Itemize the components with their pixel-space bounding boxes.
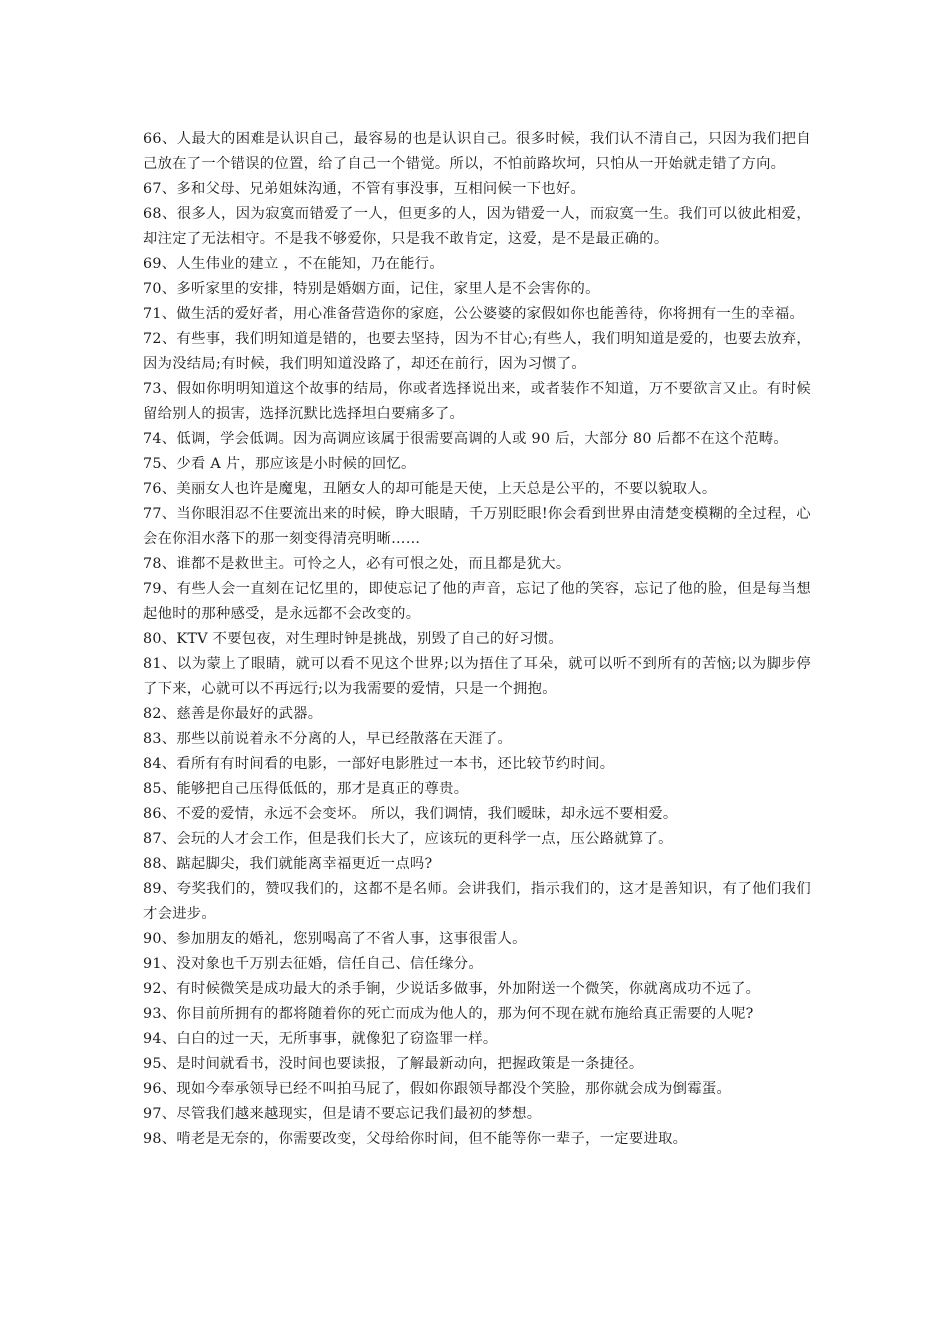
quote-item-82: 82、慈善是你最好的武器。	[143, 706, 323, 722]
quote-item-66: 66、人最大的困难是认识自己，最容易的也是认识自己。很多时候，我们认不清自己，只因为我们把自己放在了一个错误的位置，给了自己一个错觉。所以，不怕前路坎坷，只怕从一开始就走错了方向。	[143, 131, 811, 172]
quote-item-94: 94、白白的过一天，无所事事，就像犯了窃盗罪一样。	[143, 1031, 498, 1047]
quote-item-89: 89、夸奖我们的，赞叹我们的，这都不是名师。会讲我们，指示我们的，这才是善知识，有了他们我们才会进步。	[143, 881, 811, 922]
quote-item-68: 68、很多人，因为寂寞而错爱了一人，但更多的人，因为错爱一人，而寂寞一生。我们可以彼此相爱，却注定了无法相守。不是我不够爱你，只是我不敢肯定，这爱，是不是最正确的。	[143, 206, 811, 247]
quote-item-95: 95、是时间就看书，没时间也要读报，了解最新动向，把握政策是一条捷径。	[143, 1056, 644, 1072]
quote-item-72: 72、有些事，我们明知道是错的，也要去坚持，因为不甘心;有些人，我们明知道是爱的，也要去放弃，因为没结局;有时候，我们明知道没路了，却还在前行，因为习惯了。	[143, 331, 811, 372]
quote-item-96: 96、现如今奉承领导已经不叫拍马屁了，假如你跟领导都没个笑脸，那你就会成为倒霉蛋。	[143, 1081, 732, 1097]
quote-item-90: 90、参加朋友的婚礼，您别喝高了不省人事，这事很雷人。	[143, 931, 527, 947]
quote-item-91: 91、没对象也千万别去征婚，信任自己、信任缘分。	[143, 956, 483, 972]
quote-item-67: 67、多和父母、兄弟姐妹沟通，不管有事没事，互相问候一下也好。	[143, 181, 586, 197]
quote-item-80: 80、KTV 不要包夜，对生理时钟是挑战，别毁了自己的好习惯。	[143, 631, 563, 647]
quote-item-79: 79、有些人会一直刻在记忆里的，即使忘记了他的声音，忘记了他的笑容，忘记了他的脸，但是每当想起他时的那种感受，是永远都不会改变的。	[143, 581, 811, 622]
quote-item-70: 70、多听家里的安排，特别是婚姻方面，记住，家里人是不会害你的。	[143, 281, 600, 297]
quote-list	[143, 127, 811, 1152]
quote-item-77: 77、当你眼泪忍不住要流出来的时候，睁大眼睛，千万别眨眼!你会看到世界由清楚变模糊的全过程，心会在你泪水落下的那一刻变得清亮明晰……	[143, 506, 811, 547]
quote-item-71: 71、做生活的爱好者，用心准备营造你的家庭，公公婆婆的家假如你也能善待，你将拥有一生的幸福。	[143, 306, 805, 322]
quote-item-81: 81、以为蒙上了眼睛，就可以看不见这个世界;以为捂住了耳朵，就可以听不到所有的苦恼;以为脚步停了下来，心就可以不再远行;以为我需要的爱情，只是一个拥抱。	[143, 656, 811, 697]
quote-item-84: 84、看所有有时间看的电影，一部好电影胜过一本书，还比较节约时间。	[143, 756, 615, 772]
quote-item-76: 76、美丽女人也许是魔鬼，丑陋女人的却可能是天使，上天总是公平的，不要以貌取人。	[143, 481, 717, 497]
quote-item-73: 73、假如你明明知道这个故事的结局，你或者选择说出来，或者装作不知道，万不要欲言又止。有时候留给别人的损害，选择沉默比选择坦白要痛多了。	[143, 381, 811, 422]
quote-item-74: 74、低调，学会低调。因为高调应该属于很需要高调的人或 90 后，大部分 80 后都不在这个范畴。	[143, 431, 789, 447]
quote-item-86: 86、不爱的爱情，永远不会变坏。 所以，我们调情，我们暧昧，却永远不要相爱。	[143, 806, 678, 822]
quote-item-88: 88、踮起脚尖，我们就能离幸福更近一点吗?	[143, 856, 433, 872]
quote-item-92: 92、有时候微笑是成功最大的杀手锏，少说话多做事，外加附送一个微笑，你就离成功不远了。	[143, 981, 761, 997]
quote-item-85: 85、能够把自己压得低低的，那才是真正的尊贵。	[143, 781, 469, 797]
quote-item-83: 83、那些以前说着永不分离的人，早已经散落在天涯了。	[143, 731, 513, 747]
quote-item-69: 69、人生伟业的建立 ，不在能知，乃在能行。	[143, 256, 444, 272]
quote-item-78: 78、谁都不是救世主。可怜之人，必有可恨之处，而且都是犹大。	[143, 556, 571, 572]
quote-item-75: 75、少看 A 片，那应该是小时候的回忆。	[143, 456, 416, 472]
quote-item-87: 87、会玩的人才会工作，但是我们长大了，应该玩的更科学一点，压公路就算了。	[143, 831, 673, 847]
quote-item-93: 93、你目前所拥有的都将随着你的死亡而成为他人的，那为何不现在就布施给真正需要的人呢?	[143, 1006, 754, 1022]
quote-item-97: 97、尽管我们越来越现实，但是请不要忘记我们最初的梦想。	[143, 1106, 542, 1122]
quote-item-98: 98、啃老是无奈的，你需要改变，父母给你时间，但不能等你一辈子，一定要进取。	[143, 1131, 688, 1147]
